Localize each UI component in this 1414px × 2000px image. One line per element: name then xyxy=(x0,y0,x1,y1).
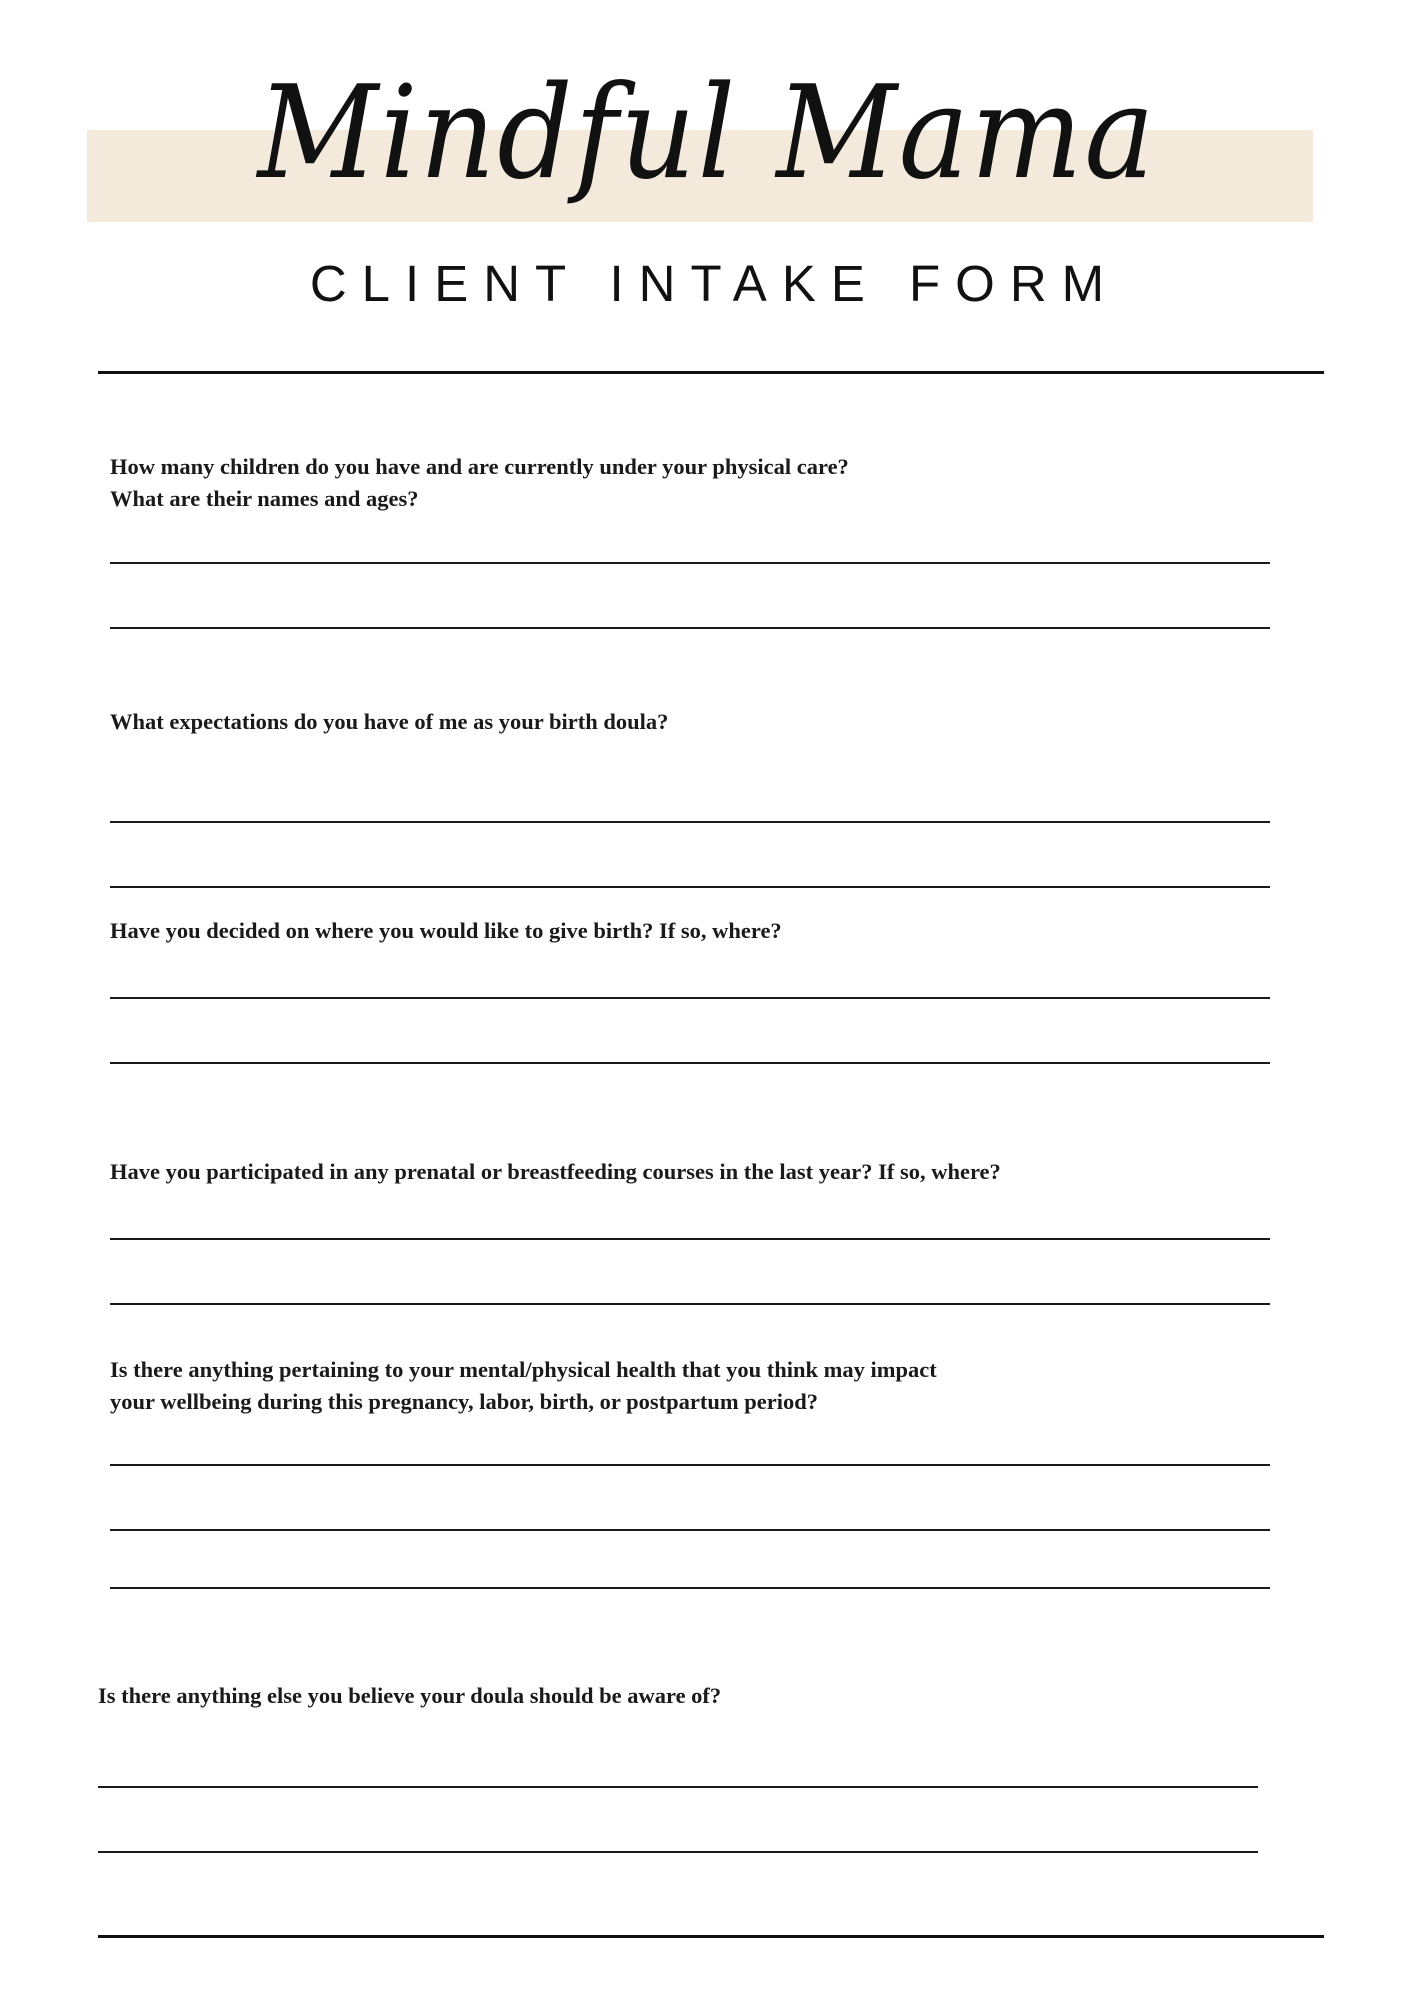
answer-line-health-3[interactable] xyxy=(110,1587,1270,1589)
header-divider xyxy=(98,371,1324,374)
question-text: Is there anything else you believe your doula should be aware of? xyxy=(98,1683,722,1708)
question-expectations xyxy=(110,706,668,738)
answer-line-expectations-1[interactable] xyxy=(110,821,1270,823)
question-text: What expectations do you have of me as your birth doula? xyxy=(110,709,669,734)
question-text: Have you decided on where you would like to give birth? If so, where? xyxy=(110,918,782,943)
question-text: your wellbeing during this pregnancy, labor, birth, or postpartum period? xyxy=(110,1389,819,1414)
answer-line-courses-2[interactable] xyxy=(110,1303,1270,1305)
answer-line-birth-location-1[interactable] xyxy=(110,997,1270,999)
answer-line-expectations-2[interactable] xyxy=(110,886,1270,888)
question-children xyxy=(110,451,849,515)
question-courses xyxy=(110,1156,1001,1188)
answer-line-anything-else-2[interactable] xyxy=(98,1851,1258,1853)
answer-line-anything-else-1[interactable] xyxy=(98,1786,1258,1788)
question-text: How many children do you have and are currently under your physical care? xyxy=(110,454,849,479)
answer-line-children-1[interactable] xyxy=(110,562,1270,564)
answer-line-health-1[interactable] xyxy=(110,1464,1270,1466)
question-health xyxy=(110,1354,937,1418)
brand-name: Mindful Mama xyxy=(257,59,1157,208)
question-text: Have you participated in any prenatal or breastfeeding courses in the last year? If so, where? xyxy=(110,1159,1001,1184)
answer-line-children-2[interactable] xyxy=(110,627,1270,629)
answer-line-health-2[interactable] xyxy=(110,1529,1270,1531)
question-text: What are their names and ages? xyxy=(110,486,419,511)
question-anything-else xyxy=(98,1680,721,1712)
footer-divider xyxy=(98,1935,1324,1938)
answer-line-birth-location-2[interactable] xyxy=(110,1062,1270,1064)
question-text: Is there anything pertaining to your mental/physical health that you think may impact xyxy=(110,1357,937,1382)
question-birth-location xyxy=(110,915,782,947)
form-title: CLIENT INTAKE FORM xyxy=(309,255,1120,312)
answer-line-courses-1[interactable] xyxy=(110,1238,1270,1240)
